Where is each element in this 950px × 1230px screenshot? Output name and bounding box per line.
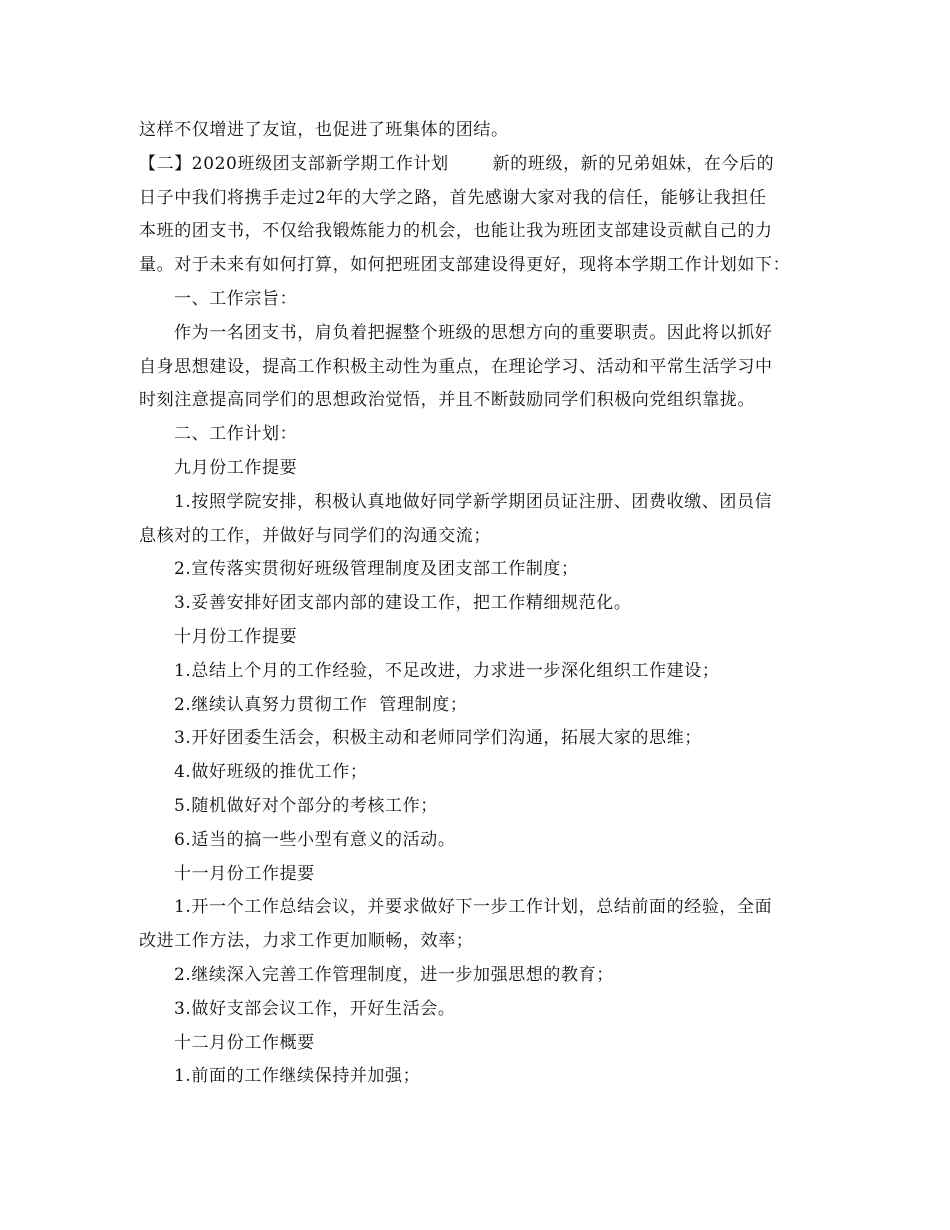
subheading-line: 二、工作计划：: [174, 424, 298, 445]
paragraph-line: 量。对于未来有如何打算，如何把班团支部建设得更好，现将本学期工作计划如下：: [139, 255, 791, 276]
month-heading: 十月份工作提要: [174, 626, 298, 647]
list-item-continuation: 息核对的工作，并做好与同学们的沟通交流；: [139, 525, 491, 546]
month-heading: 九月份工作提要: [174, 457, 298, 478]
document-body: [139, 114, 819, 1094]
list-item: 1.开一个工作总结会议，并要求做好下一步工作计划，总结前面的经验，全面: [174, 897, 773, 918]
list-item: 3.做好支部会议工作，开好生活会。: [174, 998, 456, 1019]
month-heading: 十二月份工作概要: [174, 1032, 315, 1053]
list-item: 3.开好团委生活会，积极主动和老师同学们沟通，拓展大家的思维；: [174, 728, 702, 749]
list-item: 6.适当的搞一些小型有意义的活动。: [174, 829, 456, 850]
subheading-line: 一、工作宗旨：: [174, 288, 298, 309]
list-item: 1.前面的工作继续保持并加强；: [174, 1066, 421, 1087]
month-heading: 十一月份工作提要: [174, 863, 315, 884]
paragraph-line: 这样不仅增进了友谊，也促进了班集体的团结。: [139, 120, 509, 140]
list-item: 3.妥善安排好团支部内部的建设工作，把工作精细规范化。: [174, 593, 632, 614]
list-item: 1.总结上个月的工作经验，不足改进，力求进一步深化组织工作建设；: [174, 660, 720, 681]
paragraph-line: 自身思想建设，提高工作积极主动性为重点，在理论学习、活动和平常生活学习中: [139, 356, 773, 377]
paragraph-line: 作为一名团支书，肩负着把握整个班级的思想方向的重要职责。因此将以抓好: [174, 322, 773, 343]
paragraph-line: 本班的团支书，不仅给我锻炼能力的机会，也能让我为班团支部建设贡献自己的力: [139, 221, 773, 242]
paragraph-line: 日子中我们将携手走过2年的大学之路，首先感谢大家对我的信任，能够让我担任: [139, 187, 767, 208]
list-item: 2.宣传落实贯彻好班级管理制度及团支部工作制度；: [174, 559, 579, 580]
section-heading: 【二】2020班级团支部新学期工作计划: [139, 153, 449, 174]
paragraph-text: 新的班级，新的兄弟姐妹，在今后的: [492, 153, 775, 174]
list-item: 2.继续深入完善工作管理制度，进一步加强思想的教育；: [174, 964, 614, 985]
list-item: 4.做好班级的推优工作；: [174, 762, 368, 783]
list-item: 5.随机做好对个部分的考核工作；: [174, 795, 438, 816]
list-item: 1.按照学院安排，积极认真地做好同学新学期团员证注册、团费收缴、团员信: [174, 491, 773, 512]
section-heading-line: [139, 148, 819, 182]
paragraph-line: 时刻注意提高同学们的思想政治觉悟，并且不断鼓励同学们积极向党组织靠拢。: [139, 390, 755, 411]
list-item: 2.继续认真努力贯彻工作 管理制度；: [174, 694, 468, 715]
list-item-continuation: 改进工作方法，力求工作更加顺畅，效率；: [139, 931, 474, 952]
